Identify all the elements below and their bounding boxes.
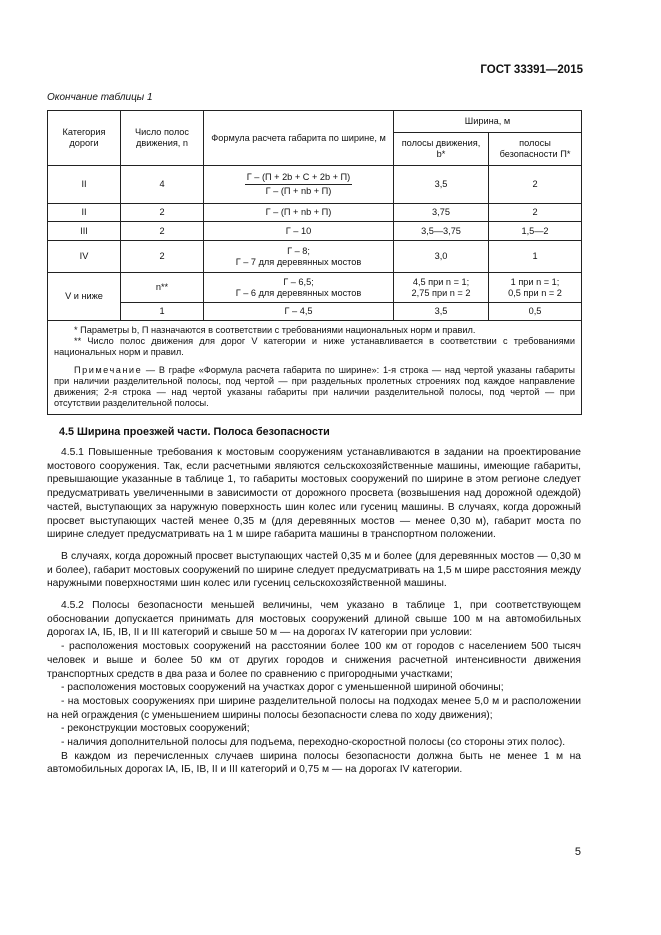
header-category: Категория дороги — [48, 111, 121, 166]
cell-safety-width: 2 — [489, 204, 582, 222]
cell-lanes: 2 — [121, 222, 204, 241]
cell-formula — [204, 273, 394, 303]
table-row — [48, 303, 582, 321]
cell-lanes: n** — [121, 273, 204, 303]
cell-safety-width — [489, 273, 582, 303]
cell-lane-width: 3,5 — [394, 303, 489, 321]
cell-lane-width: 3,5 — [394, 166, 489, 204]
table-note — [54, 365, 575, 409]
cell-formula — [204, 241, 394, 273]
value-line: 2,75 при n = 2 — [411, 287, 471, 298]
formula-numerator: Г – (П + 2b + С + 2b + П) — [245, 172, 352, 185]
paragraph: 4.5.2 Полосы безопасности меньшей величины, чем указано в таблице 1, при соответствующем обосновании допускается принимать для мостовых сооружений длиной свыше 100 м на автомобильных дорогах IA, IБ, IB, II и III категорий и свыше 50 м — на дорогах IV категории при условии: — [47, 600, 581, 639]
header-width: Ширина, м — [394, 111, 582, 133]
cell-safety-width: 1 — [489, 241, 582, 273]
width-table — [47, 110, 582, 415]
document-code: ГОСТ 33391—2015 — [480, 64, 583, 76]
cell-lanes: 4 — [121, 166, 204, 204]
formula-denominator: Г – (П + nb + П) — [265, 186, 332, 196]
formula-line: Г – 8; — [287, 245, 310, 256]
list-item: - наличия дополнительной полосы для подъема, переходно-скоростной полосы (со стороны этих полос). — [61, 737, 566, 749]
cell-category: V и ниже — [48, 273, 121, 321]
list-item: - на мостовых сооружениях при ширине разделительной полосы на подходах менее 5,0 м и расположении на ней ограждения (с уменьшением ширины полосы безопасности слева по ходу движения); — [47, 695, 581, 721]
cell-lanes: 2 — [121, 204, 204, 222]
table-row — [48, 166, 582, 204]
cell-formula — [204, 166, 394, 204]
cell-category: II — [48, 166, 121, 204]
section-title: 4.5 Ширина проезжей части. Полоса безопасности — [59, 426, 330, 438]
cell-category: III — [48, 222, 121, 241]
table-row — [48, 204, 582, 222]
cell-category: IV — [48, 241, 121, 273]
formula-line: Г – 6 для деревянных мостов — [235, 287, 362, 298]
cell-lanes: 2 — [121, 241, 204, 273]
header-formula: Формула расчета габарита по ширине, м — [204, 111, 394, 166]
note-text: — В графе «Формула расчета габарита по ширине»: 1-я строка — над чертой указаны габариты при наличии разделительной полосы, под чертой — при раздельных пролетных строениях под каждое направление движения; 2-я строка — над чертой указаны габариты при наличии разделительной полосы, под чертой — при отсутствии разделительной полосы. — [54, 365, 575, 408]
formula-fraction — [245, 172, 352, 197]
cell-safety-width: 1,5—2 — [489, 222, 582, 241]
cell-formula: Г – 4,5 — [204, 303, 394, 321]
paragraph: 4.5.1 Повышенные требования к мостовым сооружениям устанавливаются в задании на проектирование мостового сооружения. Так, если расчетными являются сельскохозяйственные машины, имеющие габариты, превышающие указанные в таблице 1, то габариты мостовых сооружений по ширине в этом регионе следует предусматривать увеличенными в зависимости от дорожного просвета (возвышения над дорожной одеждой) частей, выступающих за наружную поверхность шин колес или гусениц машины. В случаях, когда дорожный просвет выступающих частей менее 0,35 м (для деревянных мостов — менее 0,30 м), габарит моста по ширине следует предусматривать на 1 м шире габарита машины в транспортном положении. — [47, 447, 581, 541]
formula-line: Г – 7 для деревянных мостов — [235, 256, 362, 267]
cell-formula: Г – 10 — [204, 222, 394, 241]
table-caption: Окончание таблицы 1 — [47, 92, 153, 103]
value-line: 1 при n = 1; — [510, 276, 560, 287]
value-line: 4,5 при n = 1; — [412, 276, 470, 287]
cell-category: II — [48, 204, 121, 222]
list-item: - расположения мостовых сооружений на участках дорог с уменьшенной шириной обочины; — [61, 682, 504, 694]
cell-lane-width: 3,5—3,75 — [394, 222, 489, 241]
table-row — [48, 273, 582, 303]
table-notes-row — [48, 321, 582, 415]
list-item: - реконструкции мостовых сооружений; — [61, 723, 250, 735]
cell-lane-width: 3,0 — [394, 241, 489, 273]
table-row — [48, 222, 582, 241]
cell-lanes: 1 — [121, 303, 204, 321]
footnote: ** Число полос движения для дорог V категории и ниже устанавливается в соответствии с требованиями национальных норм и правил. — [54, 336, 575, 357]
cell-safety-width: 0,5 — [489, 303, 582, 321]
cell-lane-width — [394, 273, 489, 303]
paragraph: В случаях, когда дорожный просвет выступающих частей 0,35 м и более (для деревянных мостов — 0,30 м и более), габарит мостовых сооружений по ширине следует предусматривать на 1,5 м шире расстояния между наружными поверхностями шин колес или гусениц сельскохозяйственной машины. — [47, 550, 581, 590]
cell-lane-width: 3,75 — [394, 204, 489, 222]
note-label: Примечание — [74, 365, 143, 375]
header-safety-width: полосы безопасности П* — [489, 133, 582, 166]
list-item: - расположения мостовых сооружений на расстоянии более 100 км от городов с населением 500 тысяч человек и выше и более 50 км от других городов и снижения расчетной интенсивности движения транспортных средств в два раза и более по сравнению с пригородными участками; — [47, 641, 581, 680]
header-lane-width: полосы движения, b* — [394, 133, 489, 166]
page-number: 5 — [574, 846, 581, 858]
section-body — [47, 446, 581, 777]
table-notes — [48, 321, 582, 415]
value-line: 0,5 при n = 2 — [508, 287, 562, 298]
cell-formula: Г – (П + nb + П) — [204, 204, 394, 222]
footnote: * Параметры b, П назначаются в соответствии с требованиями национальных норм и правил. — [74, 325, 476, 335]
cell-safety-width: 2 — [489, 166, 582, 204]
paragraph: В каждом из перечисленных случаев ширина полосы безопасности должна быть не менее 1 м на автомобильных дорогах IA, IБ, IB, II и III категорий и 0,75 м — на дорогах IV категории. — [47, 750, 581, 776]
table-row — [48, 241, 582, 273]
formula-line: Г – 6,5; — [283, 276, 314, 287]
header-lanes: Число полос движения, n — [121, 111, 204, 166]
